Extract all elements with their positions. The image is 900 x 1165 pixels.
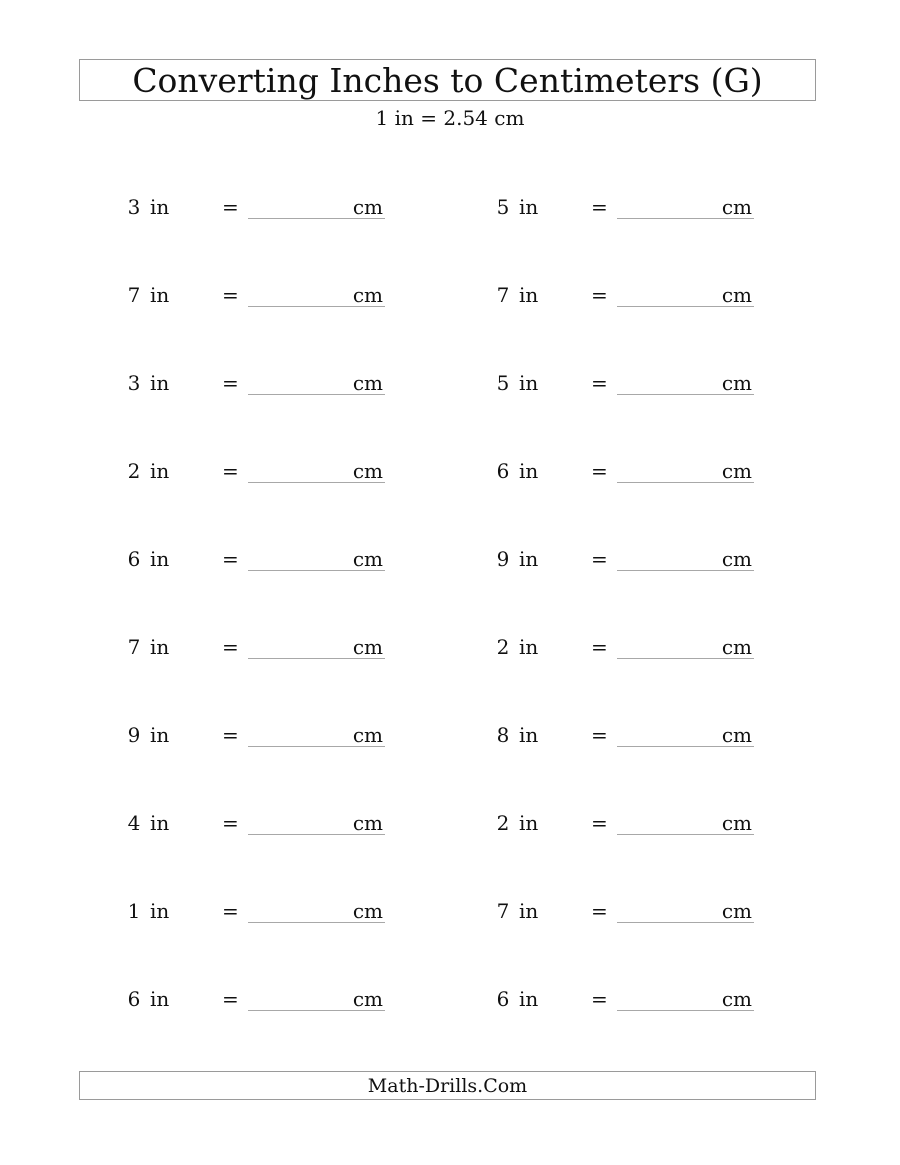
inch-unit-label: in xyxy=(519,459,539,483)
answer-blank[interactable] xyxy=(248,985,385,1011)
inch-unit-label: in xyxy=(519,371,539,395)
cm-unit-label: cm xyxy=(352,987,383,1011)
inch-unit-label: in xyxy=(519,811,539,835)
equals-sign: = xyxy=(222,635,239,659)
answer-blank[interactable] xyxy=(617,457,754,483)
inch-value: 3 xyxy=(127,371,141,395)
inch-unit-label: in xyxy=(150,811,170,835)
answer-blank[interactable] xyxy=(617,545,754,571)
conversion-problem xyxy=(127,545,397,577)
inch-value: 7 xyxy=(496,283,510,307)
inch-unit-label: in xyxy=(150,723,170,747)
inch-value: 3 xyxy=(127,195,141,219)
cm-unit-label: cm xyxy=(721,987,752,1011)
inch-value: 1 xyxy=(127,899,141,923)
equals-sign: = xyxy=(222,811,239,835)
conversion-problem xyxy=(496,457,766,489)
conversion-problem xyxy=(127,897,397,929)
cm-unit-label: cm xyxy=(721,547,752,571)
conversion-problem xyxy=(127,193,397,225)
cm-unit-label: cm xyxy=(721,723,752,747)
inch-unit-label: in xyxy=(150,195,170,219)
footer-text: Math-Drills.Com xyxy=(367,1074,528,1097)
cm-unit-label: cm xyxy=(721,811,752,835)
title-box xyxy=(79,59,816,101)
equals-sign: = xyxy=(591,635,608,659)
conversion-problem xyxy=(496,633,766,665)
answer-blank[interactable] xyxy=(248,721,385,747)
cm-unit-label: cm xyxy=(721,283,752,307)
cm-unit-label: cm xyxy=(721,899,752,923)
cm-unit-label: cm xyxy=(352,723,383,747)
answer-blank[interactable] xyxy=(248,897,385,923)
inch-unit-label: in xyxy=(519,723,539,747)
conversion-problem xyxy=(496,369,766,401)
inch-value: 7 xyxy=(496,899,510,923)
equals-sign: = xyxy=(222,195,239,219)
cm-unit-label: cm xyxy=(352,899,383,923)
footer-box xyxy=(79,1071,816,1100)
inch-value: 9 xyxy=(127,723,141,747)
inch-value: 5 xyxy=(496,371,510,395)
conversion-factor: 1 in = 2.54 cm xyxy=(375,106,525,130)
conversion-problem xyxy=(496,985,766,1017)
equals-sign: = xyxy=(591,547,608,571)
equals-sign: = xyxy=(591,723,608,747)
answer-blank[interactable] xyxy=(617,281,754,307)
inch-unit-label: in xyxy=(519,899,539,923)
inch-value: 6 xyxy=(127,547,141,571)
cm-unit-label: cm xyxy=(352,283,383,307)
cm-unit-label: cm xyxy=(721,195,752,219)
cm-unit-label: cm xyxy=(352,371,383,395)
equals-sign: = xyxy=(591,899,608,923)
cm-unit-label: cm xyxy=(352,547,383,571)
inch-value: 6 xyxy=(127,987,141,1011)
equals-sign: = xyxy=(222,547,239,571)
cm-unit-label: cm xyxy=(352,635,383,659)
answer-blank[interactable] xyxy=(617,985,754,1011)
equals-sign: = xyxy=(222,899,239,923)
inch-unit-label: in xyxy=(150,283,170,307)
conversion-problem xyxy=(127,457,397,489)
answer-blank[interactable] xyxy=(617,721,754,747)
inch-value: 7 xyxy=(127,635,141,659)
inch-unit-label: in xyxy=(519,987,539,1011)
inch-unit-label: in xyxy=(519,283,539,307)
conversion-problem xyxy=(127,985,397,1017)
inch-value: 6 xyxy=(496,459,510,483)
answer-blank[interactable] xyxy=(248,545,385,571)
inch-value: 2 xyxy=(127,459,141,483)
equals-sign: = xyxy=(591,283,608,307)
inch-value: 7 xyxy=(127,283,141,307)
conversion-problem xyxy=(496,545,766,577)
conversion-problem xyxy=(496,721,766,753)
conversion-problem xyxy=(496,193,766,225)
inch-value: 8 xyxy=(496,723,510,747)
equals-sign: = xyxy=(591,195,608,219)
answer-blank[interactable] xyxy=(248,633,385,659)
inch-value: 5 xyxy=(496,195,510,219)
conversion-problem xyxy=(496,897,766,929)
equals-sign: = xyxy=(222,723,239,747)
conversion-problem xyxy=(127,721,397,753)
equals-sign: = xyxy=(222,371,239,395)
cm-unit-label: cm xyxy=(352,811,383,835)
answer-blank[interactable] xyxy=(617,897,754,923)
answer-blank[interactable] xyxy=(248,281,385,307)
cm-unit-label: cm xyxy=(352,459,383,483)
equals-sign: = xyxy=(222,987,239,1011)
equals-sign: = xyxy=(591,459,608,483)
inch-unit-label: in xyxy=(519,547,539,571)
answer-blank[interactable] xyxy=(617,369,754,395)
inch-value: 4 xyxy=(127,811,141,835)
answer-blank[interactable] xyxy=(248,809,385,835)
cm-unit-label: cm xyxy=(721,371,752,395)
answer-blank[interactable] xyxy=(617,809,754,835)
answer-blank[interactable] xyxy=(248,369,385,395)
inch-value: 6 xyxy=(496,987,510,1011)
equals-sign: = xyxy=(591,987,608,1011)
conversion-problem xyxy=(496,809,766,841)
answer-blank[interactable] xyxy=(617,193,754,219)
conversion-problem xyxy=(127,281,397,313)
cm-unit-label: cm xyxy=(721,635,752,659)
inch-value: 9 xyxy=(496,547,510,571)
equals-sign: = xyxy=(222,459,239,483)
inch-unit-label: in xyxy=(150,635,170,659)
conversion-problem xyxy=(496,281,766,313)
worksheet-title: Converting Inches to Centimeters (G) xyxy=(132,60,763,100)
equals-sign: = xyxy=(591,371,608,395)
cm-unit-label: cm xyxy=(721,459,752,483)
cm-unit-label: cm xyxy=(352,195,383,219)
inch-value: 2 xyxy=(496,811,510,835)
answer-blank[interactable] xyxy=(617,633,754,659)
conversion-problem xyxy=(127,633,397,665)
inch-value: 2 xyxy=(496,635,510,659)
inch-unit-label: in xyxy=(150,547,170,571)
inch-unit-label: in xyxy=(150,459,170,483)
inch-unit-label: in xyxy=(150,899,170,923)
inch-unit-label: in xyxy=(519,635,539,659)
answer-blank[interactable] xyxy=(248,193,385,219)
inch-unit-label: in xyxy=(150,371,170,395)
answer-blank[interactable] xyxy=(248,457,385,483)
inch-unit-label: in xyxy=(150,987,170,1011)
equals-sign: = xyxy=(591,811,608,835)
inch-unit-label: in xyxy=(519,195,539,219)
conversion-problem xyxy=(127,369,397,401)
conversion-problem xyxy=(127,809,397,841)
equals-sign: = xyxy=(222,283,239,307)
